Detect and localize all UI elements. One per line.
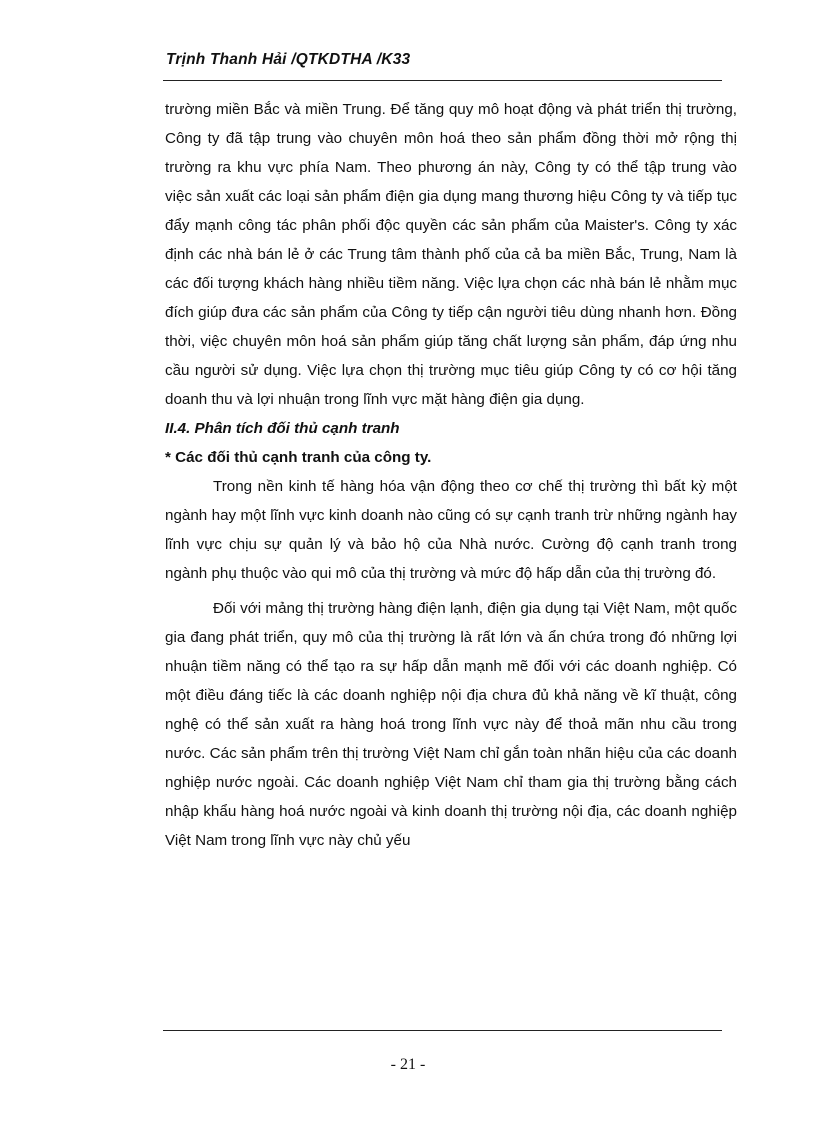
subheading: * Các đối thủ cạnh tranh của công ty.: [165, 449, 432, 466]
paragraph: Đối với mảng thị trường hàng điện lạnh, điện gia dụng tại Việt Nam, một quốc gia đang phát triển, quy mô của thị trường là rất lớn và ẩn chứa trong đó những lợi nhuận tiềm năng có thể tạo ra sự hấp dẫn mạnh mẽ đối với các doanh nghiệp. Có một điều đáng tiếc là các doanh nghiệp nội địa chưa đủ khả năng về kĩ thuật, công nghệ có thể sản xuất ra hàng hoá trong lĩnh vực này để thoả mãn nhu cầu trong nước. Các sản phẩm trên thị trường Việt Nam chỉ gắn toàn nhãn hiệu của các doanh nghiệp nước ngoài. Các doanh nghiệp Việt Nam chỉ tham gia thị trường bằng cách nhập khẩu hàng hoá nước ngoài và kinh doanh thị trường nội địa, các doanh nghiệp Việt Nam trong lĩnh vực này chủ yếu: [165, 600, 737, 849]
header-rule: [163, 80, 722, 81]
paragraph-continued: trường miền Bắc và miền Trung. Để tăng quy mô hoạt động và phát triển thị trường, Công ty đã tập trung vào chuyên môn hoá theo sản phẩm đồng thời mở rộng thị trường ra khu vực phía Nam. Theo phương án này, Công ty có thể tập trung vào việc sản xuất các loại sản phẩm điện gia dụng mang thương hiệu Công ty và tiếp tục đẩy mạnh công tác phân phối độc quyền các sản phẩm của Maister's. Công ty xác định các nhà bán lẻ ở các Trung tâm thành phố của cả ba miền Bắc, Trung, Nam là các đối tượng khách hàng nhiều tiềm năng. Việc lựa chọn các nhà bán lẻ nhằm mục đích giúp đưa các sản phẩm của Công ty tiếp cận người tiêu dùng nhanh hơn. Đồng thời, việc chuyên môn hoá sản phẩm giúp tăng chất lượng sản phẩm, đáp ứng nhu cầu người sử dụng. Việc lựa chọn thị trường mục tiêu giúp Công ty có cơ hội tăng doanh thu và lợi nhuận trong lĩnh vực mặt hàng điện gia dụng.: [165, 101, 737, 408]
body-text: [165, 95, 737, 855]
running-header: Trịnh Thanh Hải /QTKDTHA /K33: [166, 51, 411, 68]
section-heading: II.4. Phân tích đối thủ cạnh tranh: [165, 420, 400, 437]
footer-rule: [163, 1030, 722, 1031]
page-number: - 21 -: [390, 1056, 426, 1073]
paragraph: Trong nền kinh tế hàng hóa vận động theo cơ chế thị trường thì bất kỳ một ngành hay một lĩnh vực kinh doanh nào cũng có sự cạnh tranh trừ những ngành hay lĩnh vực chịu sự quản lý và bảo hộ của Nhà nước. Cường độ cạnh tranh trong ngành phụ thuộc vào qui mô của thị trường và mức độ hấp dẫn của thị trường đó.: [165, 478, 737, 582]
